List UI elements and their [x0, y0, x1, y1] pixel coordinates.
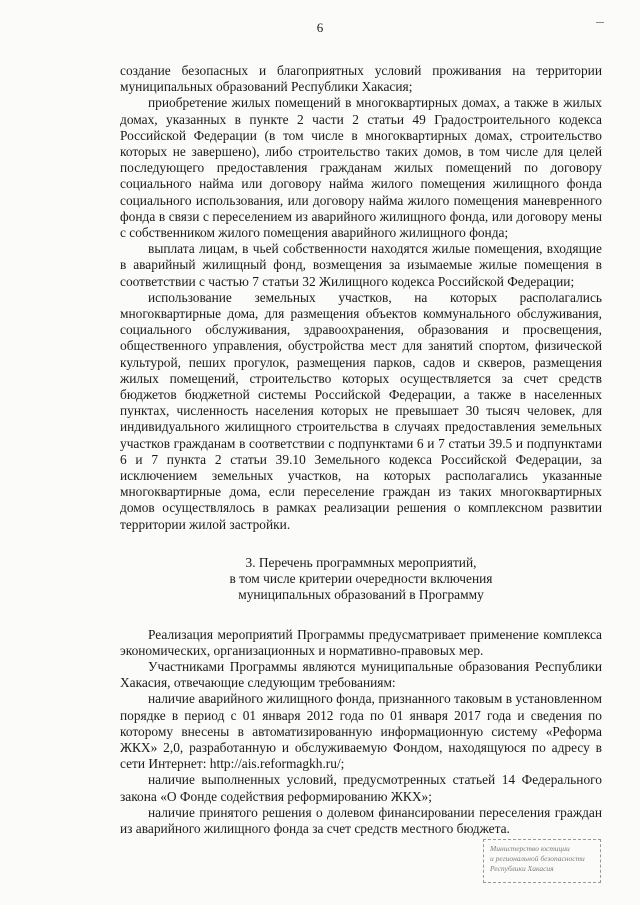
bottom-paragraphs — [120, 627, 602, 838]
section-heading: 3. Перечень программных мероприятий, в том числе критерии очередности включения муниципальных образований в Программу — [229, 554, 493, 603]
paragraph: наличие выполненных условий, предусмотренных статьей 14 Федерального закона «О Фонде содействия реформированию ЖКХ»; — [120, 772, 602, 804]
registration-stamp — [483, 839, 601, 883]
paragraph: выплата лицам, в чьей собственности находятся жилые помещения, входящие в аварийный жилищный фонд, возмещения за изымаемые жилые помещения в соответствии с частью 7 статьи 32 Жилищного кодекса Российской Федерации; — [120, 241, 602, 289]
paragraph: создание безопасных и благоприятных условий проживания на территории муниципальных образований Республики Хакасия; — [120, 63, 602, 95]
paragraph: Реализация мероприятий Программы предусматривает применение комплекса экономических, организационных и нормативно-правовых мер. — [120, 626, 602, 658]
document-body — [120, 63, 602, 837]
stamp-line: и региональной безопасности — [490, 854, 585, 863]
page-number: 6 — [316, 20, 324, 35]
paragraph: использование земельных участков, на которых располагались многоквартирные дома, для размещения объектов коммунального обслуживания, социального обслуживания, здравоохранения, образования и просвещения, общественного управления, обустройства мест для занятий спортом, физической культурой, пеших прогулок, размещения парков, садов и скверов, размещения жилых помещений, строительство которых осуществляется за счет средств бюджетов бюджетной системы Российской Федерации, а также в населенных пунктах, численность населения которых не превышает 30 тысяч человек, для индивидуального жилищного строительства в случаях предоставления земельных участков гражданам в соответствии с подпунктами 6 и 7 статьи 39.5 и подпунктами 6 и 7 пункта 2 статьи 39.10 Земельного кодекса Российской Федерации, за исключением земельных участков, на которых располагались указанные многоквартирные дома, если переселение граждан из таких многоквартирных домов осуществлялось в рамках реализации решения о комплексном развитии территории жилой застройки. — [120, 289, 602, 532]
top-paragraphs — [120, 63, 602, 533]
stamp-line: Министерство юстиции — [490, 844, 570, 853]
paragraph: приобретение жилых помещений в многоквартирных домах, а также в жилых домах, указанных в пункте 2 части 2 статьи 49 Градостроительного кодекса Российской Федерации (в том числе в многоквартирных домах, строительство которых не завершено), либо строительство таких домов, в том числе для целей последующего предоставления гражданам жилых помещений по договору социального найма или договору найма жилого помещения жилищного фонда социального использования, или договору найма жилого помещения маневренного фонда в связи с переселением из аварийного жилищного фонда, или договору мены с собственником жилого помещения аварийного жилищного фонда; — [120, 95, 602, 241]
corner-mark — [596, 22, 604, 23]
paragraph: наличие принятого решения о долевом финансировании переселения граждан из аварийного жилищного фонда за счет средств местного бюджета. — [120, 804, 602, 836]
stamp-line: Республики Хакасия — [490, 864, 554, 873]
paragraph: наличие аварийного жилищного фонда, признанного таковым в установленном порядке в период с 01 января 2012 года по 01 января 2017 года и сведения по которому внесены в автоматизированную информационную систему «Реформа ЖКХ» 2,0, разработанную и обслуживаемую Фондом, находящуюся по адресу в сети Интернет: http://ais.reformagkh.ru/; — [120, 691, 602, 772]
paragraph: Участниками Программы являются муниципальные образования Республики Хакасия, отвечающие следующим требованиям: — [120, 658, 602, 691]
